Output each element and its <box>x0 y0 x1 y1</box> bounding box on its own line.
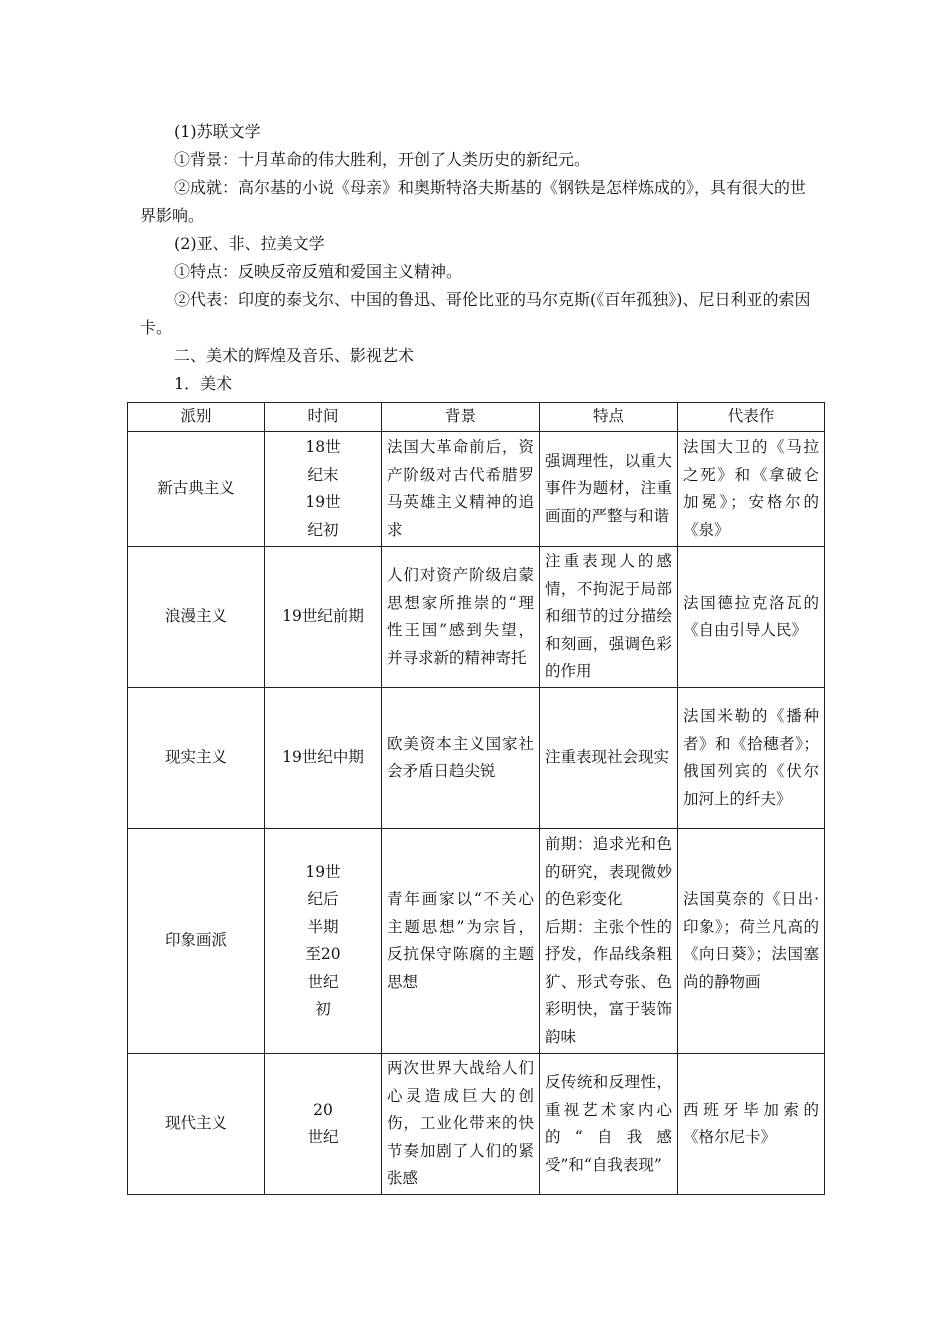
features-cell: 反传统和反理性，重视艺术家内心的“自我感受”和“自我表现” <box>540 1054 678 1195</box>
table-row <box>128 829 825 1054</box>
header-works: 代表作 <box>678 403 825 432</box>
features-cell: 注重表现人的感情，不拘泥于局部和细节的过分描绘和刻画，强调色彩的作用 <box>540 547 678 688</box>
school-cell: 浪漫主义 <box>128 547 265 688</box>
asia-feature-line: ①特点：反映反帝反殖和爱国主义精神。 <box>174 262 463 281</box>
table-header-row <box>128 403 825 432</box>
header-background: 背景 <box>382 403 540 432</box>
table-row <box>128 432 825 547</box>
school-cell: 新古典主义 <box>128 432 265 547</box>
features-cell: 前期：追求光和色的研究，表现微妙的色彩变化 后期：主张个性的抒发，作品线条粗犷、形式夸张、色彩明快，富于装饰韵味 <box>540 829 678 1054</box>
art-subheading: 1．美术 <box>174 374 233 393</box>
school-cell: 现实主义 <box>128 688 265 829</box>
soviet-background-line: ①背景：十月革命的伟大胜利，开创了人类历史的新纪元。 <box>174 150 591 169</box>
features-cell: 注重表现社会现实 <box>540 688 678 829</box>
background-cell: 欧美资本主义国家社会矛盾日趋尖锐 <box>382 688 540 829</box>
time-cell: 19世纪中期 <box>265 688 382 829</box>
header-school: 派别 <box>128 403 265 432</box>
time-cell: 19世纪前期 <box>265 547 382 688</box>
works-cell: 法国德拉克洛瓦的《自由引导人民》 <box>678 547 825 688</box>
works-cell: 西班牙毕加索的《格尔尼卡》 <box>678 1054 825 1195</box>
header-time: 时间 <box>265 403 382 432</box>
asia-africa-latin-heading: (2)亚、非、拉美文学 <box>174 234 325 253</box>
art-schools-table <box>127 402 825 1195</box>
works-cell: 法国大卫的《马拉之死》和《拿破仑加冕》；安格尔的《泉》 <box>678 432 825 547</box>
works-cell: 法国米勒的《播种者》和《拾穗者》；俄国列宾的《伏尔加河上的纤夫》 <box>678 688 825 829</box>
background-cell: 青年画家以“不关心主题思想”为宗旨，反抗保守陈腐的主题思想 <box>382 829 540 1054</box>
time-cell: 18世 纪末 19世 纪初 <box>265 432 382 547</box>
background-cell: 法国大革命前后，资产阶级对古代希腊罗马英雄主义精神的追求 <box>382 432 540 547</box>
soviet-literature-heading: (1)苏联文学 <box>174 122 261 141</box>
soviet-achievement-paragraph: ②成就：高尔基的小说《母亲》和奥斯特洛夫斯基的《钢铁是怎样炼成的》，具有很大的世界影响。 <box>140 178 807 225</box>
header-features: 特点 <box>540 403 678 432</box>
time-cell: 19世 纪后 半期 至20 世纪 初 <box>265 829 382 1054</box>
asia-representatives-paragraph: ②代表：印度的泰戈尔、中国的鲁迅、哥伦比亚的马尔克斯(《百年孤独》)、尼日利亚的索因卡。 <box>140 290 811 337</box>
background-cell: 两次世界大战给人们心灵造成巨大的创伤，工业化带来的快节奏加剧了人们的紧张感 <box>382 1054 540 1195</box>
table-row <box>128 688 825 829</box>
section-two-heading: 二、美术的辉煌及音乐、影视艺术 <box>174 346 415 365</box>
works-cell: 法国莫奈的《日出·印象》；荷兰凡高的《向日葵》；法国塞尚的静物画 <box>678 829 825 1054</box>
table-row <box>128 1054 825 1195</box>
table-row <box>128 547 825 688</box>
background-cell: 人们对资产阶级启蒙思想家所推崇的“理性王国”感到失望，并寻求新的精神寄托 <box>382 547 540 688</box>
school-cell: 印象画派 <box>128 829 265 1054</box>
features-cell: 强调理性，以重大事件为题材，注重画面的严整与和谐 <box>540 432 678 547</box>
school-cell: 现代主义 <box>128 1054 265 1195</box>
time-cell: 20 世纪 <box>265 1054 382 1195</box>
